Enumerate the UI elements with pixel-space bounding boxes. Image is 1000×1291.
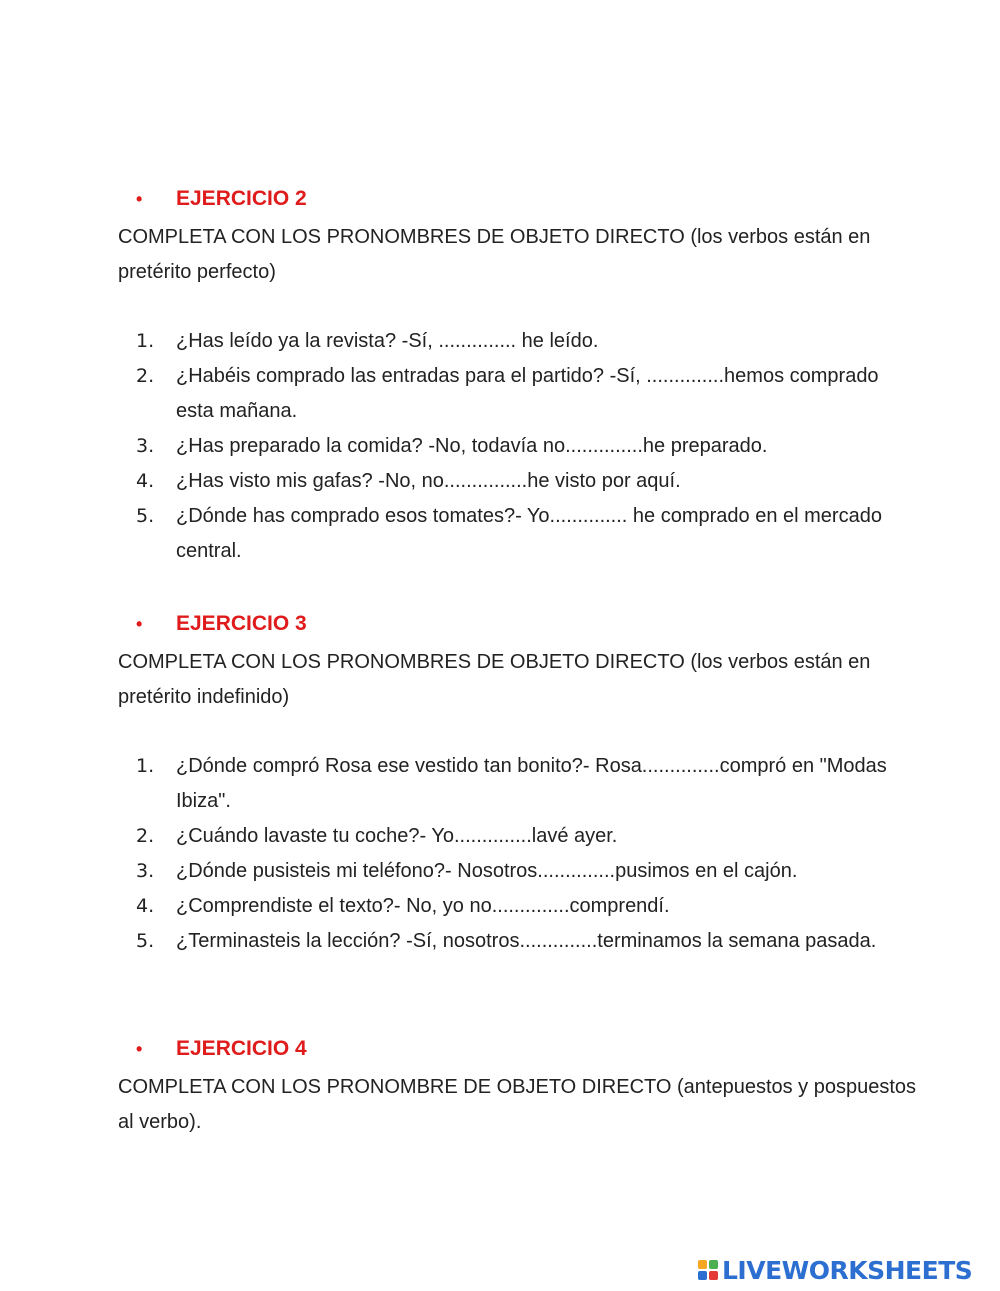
exercise-2-section — [118, 184, 918, 569]
item-number: 4. — [136, 895, 155, 917]
bullet-icon: • — [136, 614, 143, 634]
exercise-title: EJERCICIO 3 — [176, 612, 307, 635]
exercise-item-list — [118, 324, 918, 569]
list-item — [118, 359, 918, 429]
item-text: ¿Comprendiste el texto?- No, yo no..............comprendí. — [176, 895, 670, 917]
item-number: 2. — [136, 365, 155, 387]
item-number: 5. — [136, 505, 155, 527]
bullet-icon: • — [136, 1039, 143, 1059]
logo-square — [709, 1260, 718, 1269]
exercise-title: EJERCICIO 2 — [176, 187, 307, 210]
list-item — [118, 854, 918, 889]
bullet-icon: • — [136, 189, 143, 209]
item-number: 3. — [136, 435, 155, 457]
item-number: 3. — [136, 860, 155, 882]
exercise-title: EJERCICIO 4 — [176, 1037, 307, 1060]
exercise-heading — [136, 1034, 918, 1064]
item-text: ¿Dónde pusisteis mi teléfono?- Nosotros..............pusimos en el cajón. — [176, 860, 798, 882]
exercise-3-section — [118, 609, 918, 959]
item-text: ¿Habéis comprado las entradas para el partido? -Sí, ..............hemos comprado esta mañana. — [176, 365, 879, 422]
liveworksheets-logo-icon — [698, 1260, 718, 1280]
logo-square — [698, 1260, 707, 1269]
logo-square — [698, 1271, 707, 1280]
item-text: ¿Has preparado la comida? -No, todavía no..............he preparado. — [176, 435, 768, 457]
item-number: 1. — [136, 330, 155, 352]
exercise-instruction: COMPLETA CON LOS PRONOMBRE DE OBJETO DIRECTO (antepuestos y pospuestos al verbo). — [118, 1076, 917, 1133]
list-item — [118, 819, 918, 854]
list-item — [118, 749, 918, 819]
exercise-heading — [136, 184, 918, 214]
item-number: 2. — [136, 825, 155, 847]
list-item — [118, 499, 918, 569]
list-item — [118, 924, 918, 959]
list-item — [118, 429, 918, 464]
item-text: ¿Dónde compró Rosa ese vestido tan bonito?- Rosa..............compró en "Modas Ibiza". — [176, 755, 887, 812]
exercise-heading — [136, 609, 918, 639]
list-item — [118, 889, 918, 924]
item-text: ¿Has visto mis gafas? -No, no...............he visto por aquí. — [176, 470, 681, 492]
exercise-4-section — [118, 1034, 918, 1140]
exercise-instruction: COMPLETA CON LOS PRONOMBRES DE OBJETO DIRECTO (los verbos están en pretérito perfecto) — [118, 226, 871, 283]
item-number: 1. — [136, 755, 155, 777]
item-number: 4. — [136, 470, 155, 492]
logo-text: LIVEWORKSHEETS — [722, 1255, 973, 1285]
item-text: ¿Has leído ya la revista? -Sí, .............. he leído. — [176, 330, 599, 352]
item-number: 5. — [136, 930, 155, 952]
item-text: ¿Dónde has comprado esos tomates?- Yo.............. he comprado en el mercado central. — [176, 505, 882, 562]
list-item — [118, 464, 918, 499]
item-text: ¿Cuándo lavaste tu coche?- Yo..............lavé ayer. — [176, 825, 618, 847]
logo-square — [709, 1271, 718, 1280]
liveworksheets-logo — [698, 1254, 972, 1286]
item-text: ¿Terminasteis la lección? -Sí, nosotros..............terminamos la semana pasada. — [176, 930, 877, 952]
exercise-instruction: COMPLETA CON LOS PRONOMBRES DE OBJETO DIRECTO (los verbos están en pretérito indefinido) — [118, 651, 871, 708]
list-item — [118, 324, 918, 359]
exercise-item-list — [118, 749, 918, 959]
